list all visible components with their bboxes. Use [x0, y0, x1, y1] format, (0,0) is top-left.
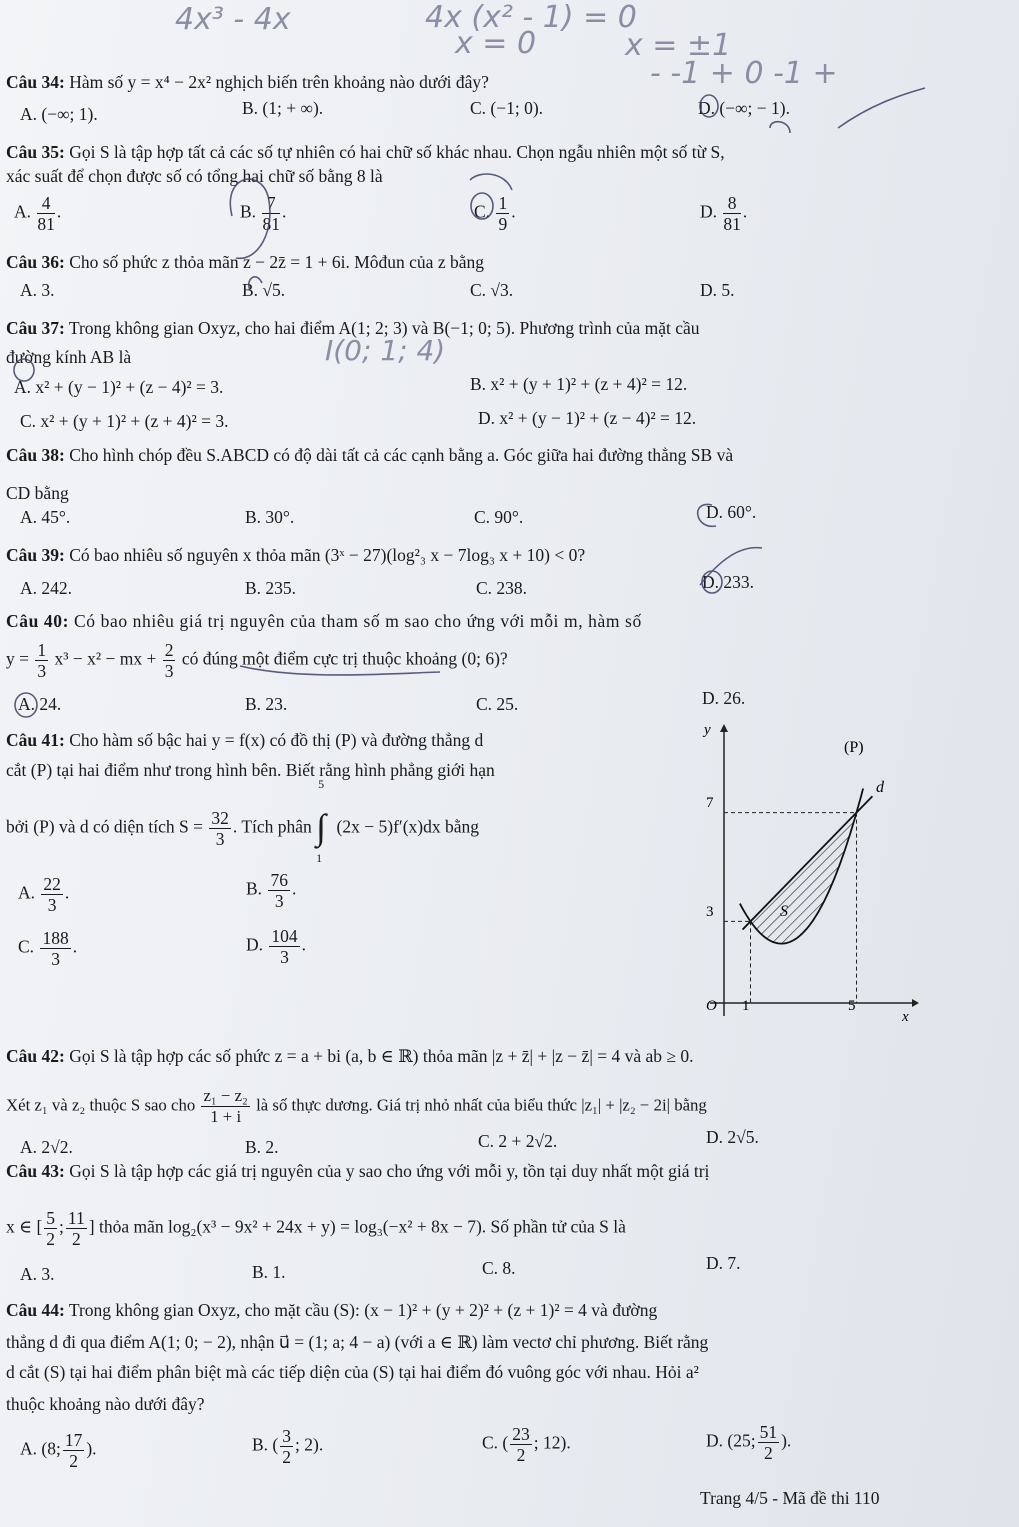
q38-option-a[interactable]: A. 45°. — [20, 507, 71, 527]
q42-option-d[interactable]: D. 2√5. — [706, 1127, 759, 1147]
label-y: y — [704, 722, 711, 738]
q43-option-a[interactable]: A. 3. — [20, 1264, 55, 1284]
q40-fraction-one-third: $\frac{1}{3}$ — [37, 640, 47, 681]
question-42: Câu 42: Gọi S là tập hợp các số phức z = a + bi (a, b ∈ ℝ) thỏa mãn |z + z̄| + |z − z̄| = 4 và ab ≥ 0. — [6, 1046, 694, 1066]
q43-fraction-lower: $\frac{5}{2}$ — [46, 1208, 56, 1249]
q43-fraction-upper: $\frac{11}{2}$ — [67, 1208, 85, 1249]
q44-fraction-b: $\frac{3}{2}$ — [282, 1426, 291, 1467]
q37-option-a[interactable]: A. x² + (y − 1)² + (z − 4)² = 3. — [14, 377, 224, 397]
label-x1: 1 — [742, 998, 750, 1014]
handwriting-midpoint: I(0; 1; 4) — [325, 334, 446, 367]
handwriting-root-zero: x = 0 — [455, 26, 537, 61]
q41-option-b[interactable]: B. $\frac{76}{3}$ . — [246, 870, 297, 911]
question-39: Câu 39: Có bao nhiêu số nguyên x thỏa mãn (3ˣ − 27)(log²₃ x − 7log₃ x + 10) < 0? — [6, 545, 586, 565]
q34-option-c[interactable]: C. (−1; 0). — [470, 98, 544, 118]
label-d: d — [876, 779, 884, 796]
q41-fraction-a: $\frac{22}{3}$ — [43, 874, 61, 915]
question-37: Câu 37: Trong không gian Oxyz, cho hai điểm A(1; 2; 3) và B(−1; 0; 5). Phương trình của mặt cầu — [6, 318, 700, 338]
question-36: Câu 36: Cho số phức z thỏa mãn z − 2z̄ = 1 + 6i. Môđun của z bằng — [6, 252, 484, 272]
q40-option-a[interactable]: A. 24. — [18, 694, 62, 714]
q39-option-d[interactable]: D. 233. — [702, 572, 755, 592]
label-y3: 3 — [706, 904, 714, 920]
q41-fraction-c: $\frac{188}{3}$ — [42, 928, 69, 969]
q44-fraction-a: $\frac{17}{2}$ — [64, 1430, 83, 1471]
handwriting-roots: x = ±1 — [625, 28, 732, 63]
q41-fraction-d: $\frac{104}{3}$ — [271, 926, 298, 967]
question-37-line2: đường kính AB là — [6, 347, 132, 367]
q40-option-d[interactable]: D. 26. — [702, 688, 746, 708]
q38-option-b[interactable]: B. 30°. — [245, 507, 295, 527]
q44-option-b[interactable]: B. ( $\frac{3}{2}$ ; 2). — [252, 1426, 324, 1467]
q43-option-c[interactable]: C. 8. — [482, 1258, 516, 1278]
q36-option-a[interactable]: A. 3. — [20, 280, 55, 300]
handwriting-sign-table: - -1 + 0 -1 + — [650, 56, 838, 91]
q35-option-b[interactable]: B. $\frac{7}{81}$ . — [240, 193, 287, 234]
q41-option-c[interactable]: C. $\frac{188}{3}$ . — [18, 928, 78, 969]
question-40-line2: y = $\frac{1}{3}$ x³ − x² − mx + $\frac{2}{3}$ có đúng một điểm cực trị thuộc khoảng (0; 6)? — [6, 640, 508, 681]
label-x5: 5 — [848, 998, 856, 1014]
question-44: Câu 44: Trong không gian Oxyz, cho mặt cầu (S): (x − 1)² + (y + 2)² + (z + 1)² = 4 và đường — [6, 1300, 658, 1320]
q34-option-d[interactable]: D. (−∞; − 1). — [698, 98, 790, 118]
question-34: Câu 34: Hàm số y = x⁴ − 2x² nghịch biến trên khoảng nào dưới đây? — [6, 72, 489, 92]
q44-fraction-d: $\frac{51}{2}$ — [759, 1422, 778, 1463]
question-38-line2: CD bằng — [6, 483, 69, 503]
question-44-line2: thẳng d đi qua điểm A(1; 0; − 2), nhận u⃗ = (1; a; 4 − a) (với a ∈ ℝ) làm vectơ chỉ phương. Biết rằng — [6, 1332, 709, 1352]
q40-fraction-two-thirds: $\frac{2}{3}$ — [164, 640, 174, 681]
q36-option-c[interactable]: C. √3. — [470, 280, 514, 300]
question-41-line3: bởi (P) và d có diện tích S = $\frac{32}{3}$ . Tích phân 5 ∫ 1 (2x − 5)f′(x)dx bằng — [6, 777, 480, 865]
q42-option-a[interactable]: A. 2√2. — [20, 1137, 73, 1157]
q36-option-d[interactable]: D. 5. — [700, 280, 735, 300]
question-41-line2: cắt (P) tại hai điểm như trong hình bên. Biết rằng hình phẳng giới hạn — [6, 760, 495, 780]
q40-option-c[interactable]: C. 25. — [476, 694, 519, 714]
q40-option-b[interactable]: B. 23. — [245, 694, 288, 714]
label-origin: O — [706, 998, 717, 1014]
q35-fraction-b: $\frac{7}{81}$ — [262, 193, 280, 234]
question-38: Câu 38: Cho hình chóp đều S.ABCD có độ dài tất cả các cạnh bằng a. Góc giữa hai đường thẳng SB và — [6, 445, 734, 465]
q43-option-b[interactable]: B. 1. — [252, 1262, 286, 1282]
shaded-region — [751, 813, 857, 944]
q42-option-c[interactable]: C. 2 + 2√2. — [478, 1131, 558, 1151]
label-parabola: (P) — [844, 739, 864, 756]
q44-option-c[interactable]: C. ( $\frac{23}{2}$ ; 12). — [482, 1424, 571, 1465]
q35-option-d[interactable]: D. $\frac{8}{81}$ . — [700, 193, 748, 234]
label-s: S — [780, 903, 788, 920]
question-35: Câu 35: Gọi S là tập hợp tất cả các số tự nhiên có hai chữ số khác nhau. Chọn ngẫu nhiên một số từ S, — [6, 142, 725, 162]
q35-option-a[interactable]: A. $\frac{4}{81}$ . — [14, 193, 62, 234]
question-44-line3: d cắt (S) tại hai điểm phân biệt mà các tiếp diện của (S) tại hai điểm đó vuông góc với nhau. Hỏi a² — [6, 1362, 699, 1382]
q35-fraction-a: $\frac{4}{81}$ — [37, 193, 55, 234]
q41-option-a[interactable]: A. $\frac{22}{3}$ . — [18, 874, 70, 915]
q42-fraction: $\frac{\text{z₁ − z₂}}{1 + i}$ — [203, 1086, 248, 1126]
handwriting-equation: 4x (x² - 1) = 0 — [425, 0, 637, 35]
q39-option-a[interactable]: A. 242. — [20, 578, 73, 598]
q37-option-d[interactable]: D. x² + (y − 1)² + (z − 4)² = 12. — [478, 408, 697, 428]
q37-option-b[interactable]: B. x² + (y + 1)² + (z + 4)² = 12. — [470, 374, 688, 394]
question-43-line2: x ∈ [ $\frac{5}{2}$ ; $\frac{11}{2}$ ] thỏa mãn log₂(x³ − 9x² + 24x + y) = log₃(−x² + 8x − 7). Số phần tử của S là — [6, 1208, 626, 1249]
q35-fraction-c: $\frac{1}{9}$ — [498, 193, 508, 234]
handwriting-derivative: 4x³ - 4x — [175, 2, 291, 37]
question-41: Câu 41: Cho hàm số bậc hai y = f(x) có đồ thị (P) và đường thẳng d — [6, 730, 484, 750]
page-footer: Trang 4/5 - Mã đề thi 110 — [700, 1488, 880, 1508]
question-44-line4: thuộc khoảng nào dưới đây? — [6, 1394, 205, 1414]
q36-option-b[interactable]: B. √5. — [242, 280, 286, 300]
q41-option-d[interactable]: D. $\frac{104}{3}$ . — [246, 926, 307, 967]
q44-option-d[interactable]: D. (25; $\frac{51}{2}$ ). — [706, 1422, 792, 1463]
q44-fraction-c: $\frac{23}{2}$ — [512, 1424, 530, 1465]
q41-graph — [690, 718, 920, 1023]
label-y7: 7 — [706, 795, 714, 811]
q41-fraction-b: $\frac{76}{3}$ — [270, 870, 288, 911]
label-x: x — [902, 1009, 909, 1023]
q41-area-fraction: $\frac{32}{3}$ — [211, 808, 229, 849]
q35-fraction-d: $\frac{8}{81}$ — [723, 193, 741, 234]
integral-sign: 5 ∫ 1 — [316, 777, 327, 865]
q34-option-b[interactable]: B. (1; + ∞). — [242, 98, 324, 118]
q38-option-d[interactable]: D. 60°. — [706, 502, 757, 522]
q34-option-a[interactable]: A. (−∞; 1). — [20, 104, 98, 124]
q42-option-b[interactable]: B. 2. — [245, 1137, 279, 1157]
q44-option-a[interactable]: A. (8; $\frac{17}{2}$ ). — [20, 1430, 97, 1471]
question-40: Câu 40: Có bao nhiêu giá trị nguyên của tham số m sao cho ứng với mỗi m, hàm số — [6, 611, 642, 631]
q39-option-b[interactable]: B. 235. — [245, 578, 297, 598]
q43-option-d[interactable]: D. 7. — [706, 1253, 741, 1273]
q39-option-c[interactable]: C. 238. — [476, 578, 528, 598]
question-43: Câu 43: Gọi S là tập hợp các giá trị nguyên của y sao cho ứng với mỗi y, tồn tại duy nhất một giá trị — [6, 1161, 710, 1181]
q35-option-c[interactable]: C. $\frac{1}{9}$ . — [474, 193, 516, 234]
q37-option-c[interactable]: C. x² + (y + 1)² + (z + 4)² = 3. — [20, 411, 229, 431]
question-35-line2: xác suất để chọn được số có tổng hai chữ số bằng 8 là — [6, 166, 383, 186]
q38-option-c[interactable]: C. 90°. — [474, 507, 524, 527]
question-42-line2: Xét z₁ và z₂ thuộc S sao cho $\frac{\text{z₁ − z₂}}{1 + i}$ là số thực dương. Giá trị nhỏ nhất của biểu thức |z₁| + |z₂ − 2i| bằng — [6, 1086, 707, 1126]
